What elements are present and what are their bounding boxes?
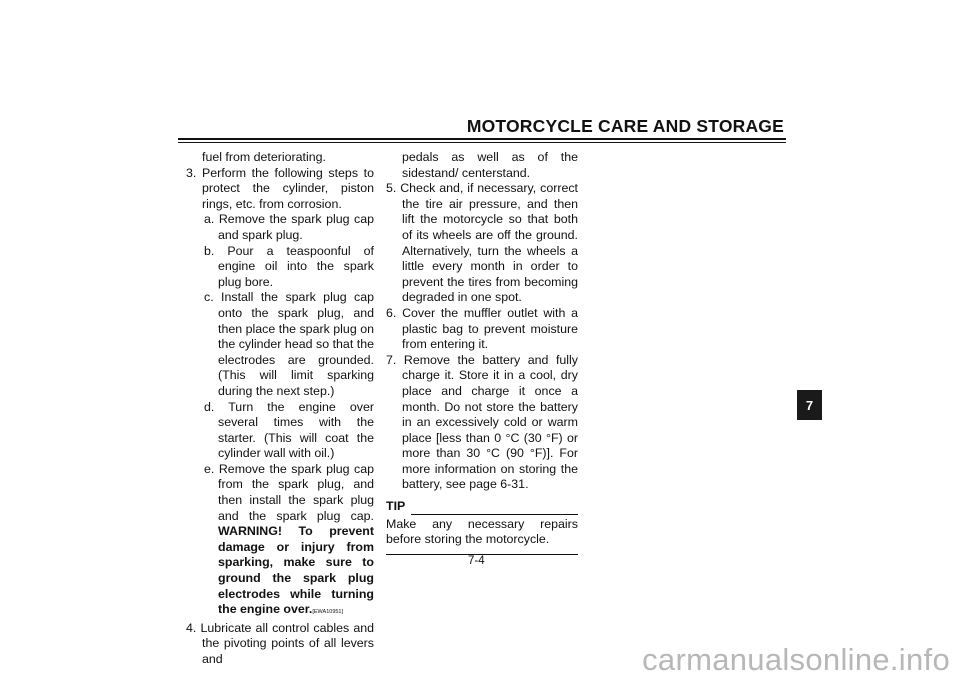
tip-header [386,499,578,515]
step-5: 5. Check and, if necessary, correct the tire air pressure, and then lift the motorcycle so that both of its wheels are off the ground. Alternatively, turn the wheels a little every month in order to prevent the tires from becoming degraded in one spot. [386,181,578,305]
step-3d: d. Turn the engine over several times with the starter. (This will coat the cylinder wall with oil.) [204,399,374,461]
header-rule [178,138,786,140]
watermark: carmanualsonline.info [642,642,950,677]
warning-text: WARNING! To prevent damage or injury from sparking, make sure to ground the spark plug electrodes while turning the engine over. [218,524,374,617]
step-3b: b. Pour a teaspoonful of engine oil into the spark plug bore. [204,243,374,289]
step-3e-text: e. Remove the spark plug cap from the spark plug, and then install the spark plug and the spark plug cap. [204,461,374,523]
step-6: 6. Cover the muffler outlet with a plastic bag to prevent moisture from entering it. [386,305,578,352]
tip-label: TIP [386,499,406,514]
tip-box [386,499,578,555]
tip-rule [411,505,578,515]
step-4-continued: pedals as well as of the sidestand/ centerstand. [402,150,578,180]
right-column [386,150,578,555]
step-4: 4. Lubricate all control cables and the pivoting points of all levers and [186,620,374,666]
step-7: 7. Remove the battery and fully charge it. Store it in a cool, dry place and charge it once a month. Do not store the battery in an excessively cold or warm place [less than 0 °C (30 °F) or more than 30 °C (90 °F)]. For more information on storing the battery, see page 6-31. [386,352,578,492]
header-rule-thin [178,142,786,143]
step-3: 3. Perform the following steps to protect the cylinder, piston rings, etc. from corrosion. [186,165,374,211]
left-column [186,150,374,668]
step-3e [186,462,374,621]
step-3a: a. Remove the spark plug cap and spark plug. [204,212,374,242]
intro-text: fuel from deteriorating. [202,150,326,164]
page-number: 7-4 [468,555,485,567]
warning-code: [EWA10951] [312,609,344,616]
step-3c: c. Install the spark plug cap onto the spark plug, and then place the spark plug on the cylinder head so that the electrodes are grounded. (This will limit sparking during the next step.) [204,290,374,398]
chapter-tab: 7 [797,390,822,420]
page-title: MOTORCYCLE CARE AND STORAGE [466,116,784,136]
tip-text: Make any necessary repairs before storing the motorcycle. [386,517,578,555]
